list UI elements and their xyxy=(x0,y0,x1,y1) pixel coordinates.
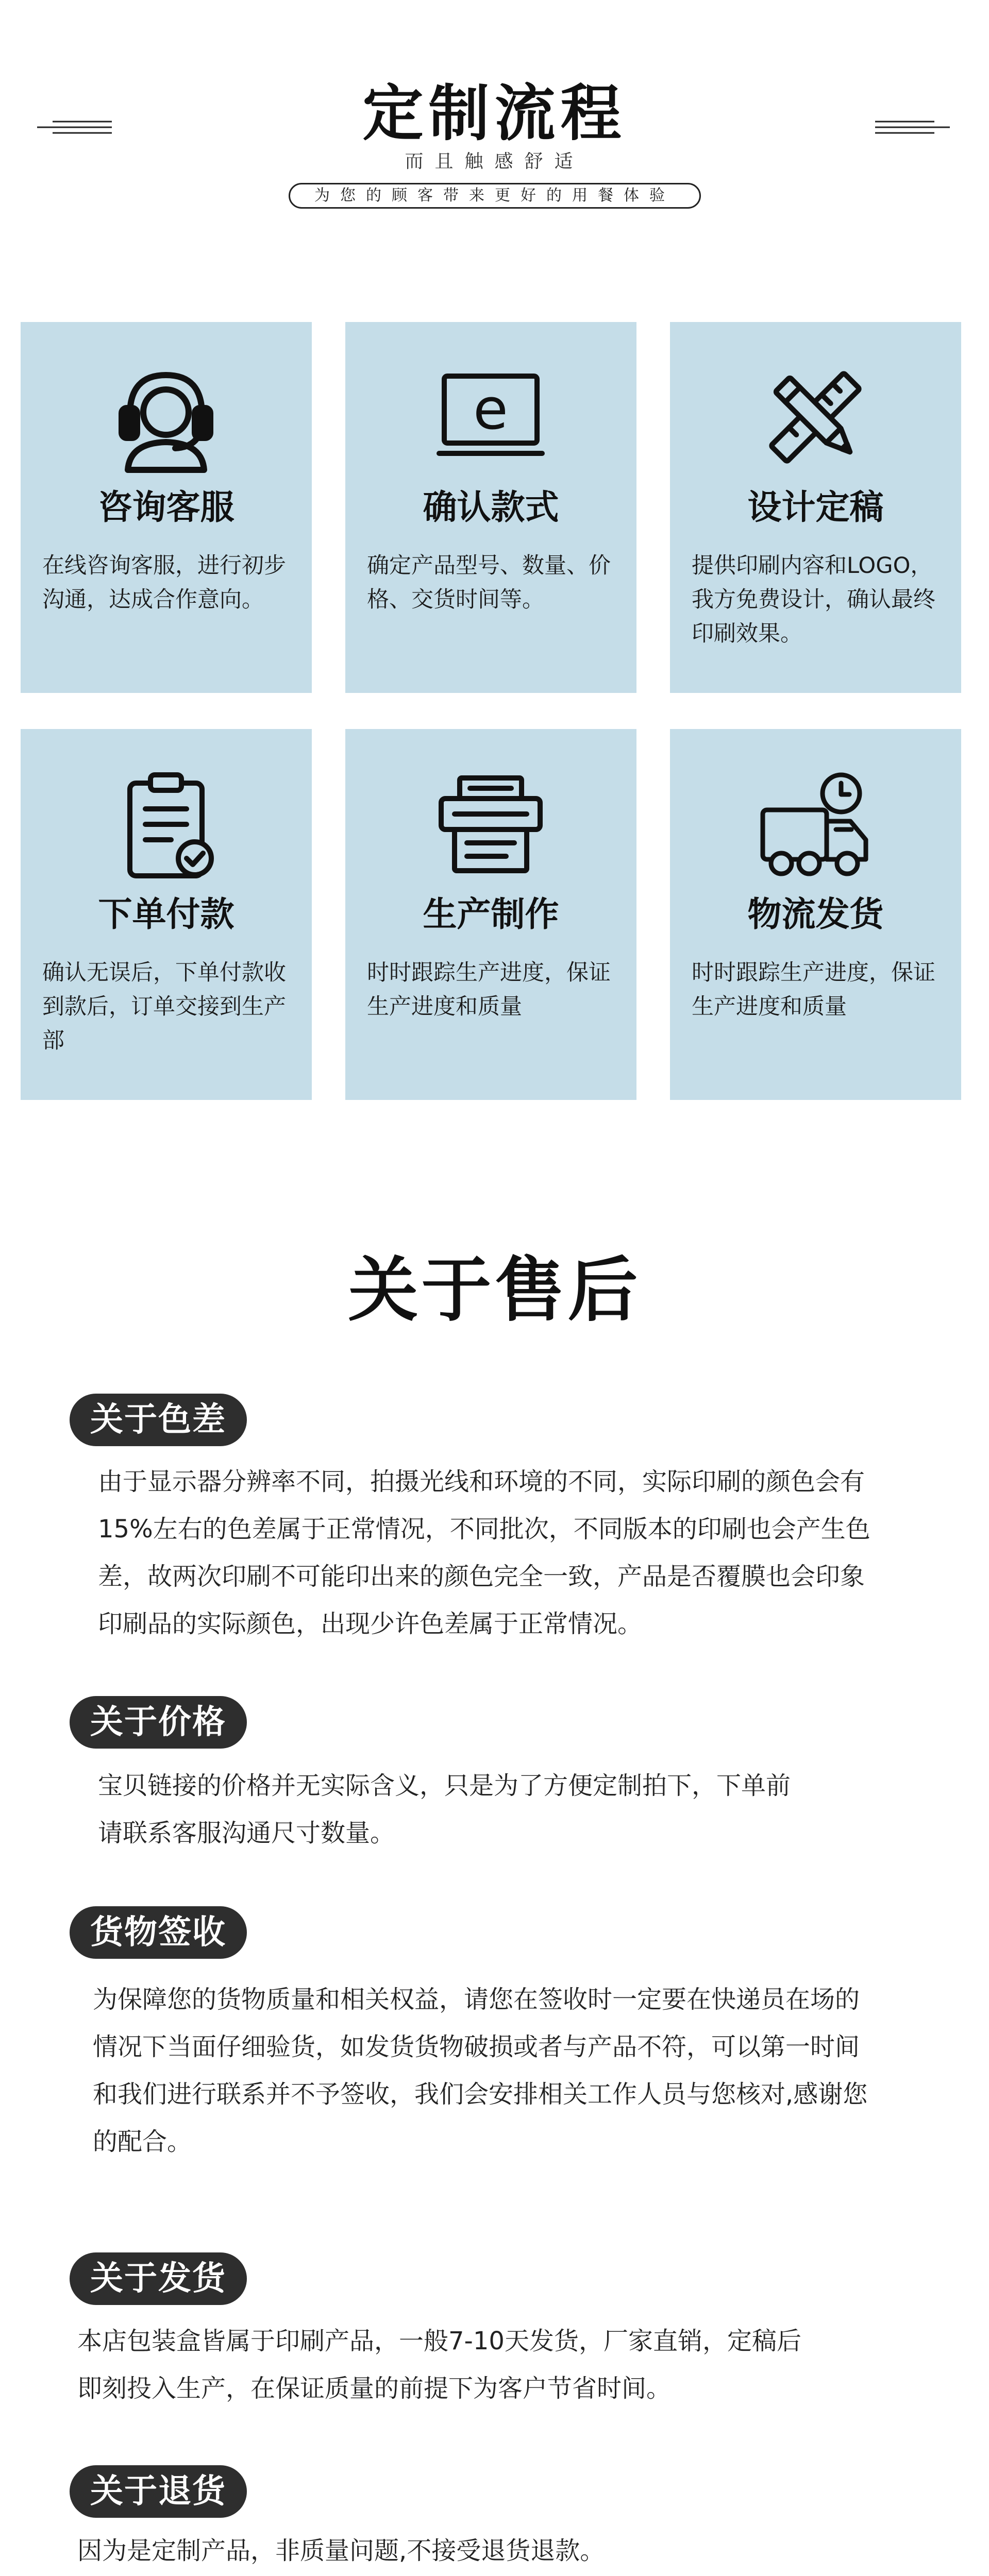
page-subtitle: 而且触感舒适 xyxy=(405,151,584,172)
process-title: 物流发货 xyxy=(747,894,884,934)
delivery-truck-icon xyxy=(759,768,872,881)
process-desc: 时时跟踪生产进度，保证生产进度和质量 xyxy=(692,960,935,1020)
process-title: 咨询客服 xyxy=(98,487,234,527)
section-label-price: 关于价格 xyxy=(70,1696,247,1749)
monitor-e-icon xyxy=(434,361,547,474)
printer-icon xyxy=(434,768,547,881)
process-card-shipping xyxy=(670,729,961,1100)
process-desc: 确定产品型号、数量、价格、交货时间等。 xyxy=(367,553,611,613)
after-sales-title: 关于售后 xyxy=(348,1250,641,1331)
text-line: 情况下当面仔细验货，如发货货物破损或者与产品不符，可以第一时间 xyxy=(93,2032,860,2061)
process-desc: 确认无误后，下单付款收到款后，订单交接到生产部 xyxy=(42,960,286,1054)
section-text-price xyxy=(98,1762,791,1857)
section-label-shipping: 关于发货 xyxy=(70,2252,247,2305)
process-card-design xyxy=(670,322,961,693)
text-line: 本店包装盒皆属于印刷产品，一般7-10天发货，厂家直销，定稿后 xyxy=(77,2327,801,2355)
section-label-receipt: 货物签收 xyxy=(70,1906,247,1959)
text-line: 印刷品的实际颜色，出现少许色差属于正常情况。 xyxy=(98,1609,643,1638)
text-line: 请联系客服沟通尺寸数量。 xyxy=(98,1819,395,1848)
process-title: 设计定稿 xyxy=(747,487,884,527)
text-line: 为保障您的货物质量和相关权益，请您在签收时一定要在快递员在场的 xyxy=(93,1985,860,2014)
pencil-ruler-icon xyxy=(759,361,872,474)
text-line: 因为是定制产品，非质量问题,不接受退货退款。 xyxy=(77,2536,605,2565)
slogan-banner: 为您的顾客带来更好的用餐体验 xyxy=(289,183,701,209)
process-desc: 提供印刷内容和LOGO，我方免费设计，确认最终印刷效果。 xyxy=(692,553,935,647)
process-title: 下单付款 xyxy=(98,894,234,934)
process-title: 确认款式 xyxy=(423,487,559,527)
clipboard-check-icon xyxy=(109,768,223,881)
text-line: 宝贝链接的价格并无实际含义，只是为了方便定制拍下，下单前 xyxy=(98,1771,791,1800)
section-text-color-difference xyxy=(98,1458,870,1648)
svg-text:e: e xyxy=(473,376,508,442)
process-card-confirm-style xyxy=(345,322,636,693)
process-desc: 时时跟踪生产进度，保证生产进度和质量 xyxy=(367,960,611,1020)
process-title: 生产制作 xyxy=(423,894,559,934)
text-line: 即刻投入生产，在保证质量的前提下为客户节省时间。 xyxy=(77,2374,672,2403)
section-label-color-difference: 关于色差 xyxy=(70,1394,247,1446)
text-line: 的配合。 xyxy=(93,2127,192,2156)
section-label-returns: 关于退货 xyxy=(70,2465,247,2518)
text-line: 由于显示器分辨率不同，拍摄光线和环境的不同，实际印刷的颜色会有 xyxy=(98,1467,865,1496)
text-line: 15%左右的色差属于正常情况，不同批次，不同版本的印刷也会产生色 xyxy=(98,1515,870,1544)
section-text-receipt xyxy=(93,1976,867,2165)
section-text-returns xyxy=(77,2527,605,2574)
process-card-consult xyxy=(21,322,312,693)
headset-support-icon xyxy=(109,361,223,474)
page-title: 定制流程 xyxy=(362,78,627,149)
section-text-shipping xyxy=(77,2317,801,2412)
text-line: 差，故两次印刷不可能印出来的颜色完全一致，产品是否覆膜也会印象 xyxy=(98,1562,865,1591)
process-desc: 在线咨询客服，进行初步沟通，达成合作意向。 xyxy=(42,553,286,613)
process-card-production xyxy=(345,729,636,1100)
text-line: 和我们进行联系并不予签收，我们会安排相关工作人员与您核对,感谢您 xyxy=(93,2080,868,2109)
process-card-order-payment xyxy=(21,729,312,1100)
